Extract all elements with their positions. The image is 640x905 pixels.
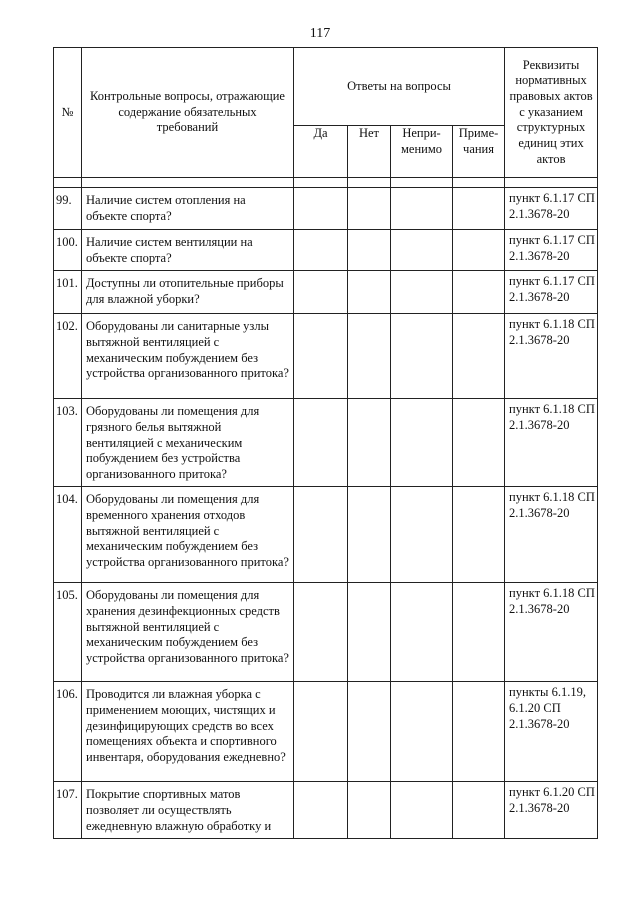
answer-not-applicable-cell[interactable] (391, 487, 453, 583)
answer-notes-cell[interactable] (453, 271, 505, 314)
table-row (54, 782, 598, 839)
answer-yes-cell[interactable] (294, 399, 348, 487)
checklist-table (53, 47, 598, 839)
row-reference: пункт 6.1.20 СП 2.1.3678-20 (505, 782, 598, 839)
row-reference: пункт 6.1.18 СП 2.1.3678-20 (505, 399, 598, 487)
answer-not-applicable-cell[interactable] (391, 583, 453, 682)
answer-yes-cell[interactable] (294, 782, 348, 839)
row-question: Наличие систем отопления на объекте спорта? (82, 188, 294, 230)
answer-not-applicable-cell[interactable] (391, 682, 453, 782)
row-number: 100. (54, 230, 82, 271)
header-questions: Контрольные вопросы, отражающие содержание обязательных требований (82, 48, 294, 178)
table-row (54, 487, 598, 583)
row-question: Оборудованы ли помещения для грязного белья вытяжной вентиляцией с механическим побуждением без устройства организованного притока? (82, 399, 294, 487)
answer-no-cell[interactable] (348, 682, 391, 782)
answer-notes-cell[interactable] (453, 314, 505, 399)
answer-no-cell[interactable] (348, 782, 391, 839)
row-question: Оборудованы ли санитарные узлы вытяжной вентиляцией с механическим побуждением без устройства организованного притока? (82, 314, 294, 399)
answer-no-cell[interactable] (348, 583, 391, 682)
answer-notes-cell[interactable] (453, 399, 505, 487)
row-number: 103. (54, 399, 82, 487)
answer-no-cell[interactable] (348, 399, 391, 487)
header-yes: Да (294, 126, 348, 178)
table-body (54, 178, 598, 839)
answer-notes-cell[interactable] (453, 188, 505, 230)
answer-notes-cell[interactable] (453, 230, 505, 271)
table-row (54, 399, 598, 487)
answer-not-applicable-cell[interactable] (391, 230, 453, 271)
answer-notes-cell[interactable] (453, 782, 505, 839)
row-question: Оборудованы ли помещения для хранения дезинфекционных средств вытяжной вентиляцией с механическим побуждением без устройства организованного притока? (82, 583, 294, 682)
header-no: Нет (348, 126, 391, 178)
row-question: Доступны ли отопительные приборы для влажной уборки? (82, 271, 294, 314)
row-number: 106. (54, 682, 82, 782)
answer-no-cell[interactable] (348, 188, 391, 230)
row-reference: пункт 6.1.18 СП 2.1.3678-20 (505, 583, 598, 682)
table-row (54, 188, 598, 230)
table-spacer-row (54, 178, 598, 188)
answer-yes-cell[interactable] (294, 583, 348, 682)
answer-not-applicable-cell[interactable] (391, 314, 453, 399)
row-number: 99. (54, 188, 82, 230)
answer-no-cell[interactable] (348, 487, 391, 583)
table-row (54, 271, 598, 314)
row-question: Покрытие спортивных матов позволяет ли осуществлять ежедневную влажную обработку и (82, 782, 294, 839)
table-row (54, 230, 598, 271)
answer-not-applicable-cell[interactable] (391, 188, 453, 230)
table-header (54, 48, 598, 178)
table-row (54, 314, 598, 399)
row-reference: пункт 6.1.17 СП 2.1.3678-20 (505, 188, 598, 230)
answer-not-applicable-cell[interactable] (391, 782, 453, 839)
row-question: Наличие систем вентиляции на объекте спорта? (82, 230, 294, 271)
row-question: Оборудованы ли помещения для временного хранения отходов вытяжной вентиляцией с механическим побуждением без устройства организованного притока? (82, 487, 294, 583)
row-number: 101. (54, 271, 82, 314)
answer-notes-cell[interactable] (453, 682, 505, 782)
answer-yes-cell[interactable] (294, 271, 348, 314)
table-row (54, 583, 598, 682)
answer-yes-cell[interactable] (294, 314, 348, 399)
row-number: 105. (54, 583, 82, 682)
answer-notes-cell[interactable] (453, 583, 505, 682)
row-question: Проводится ли влажная уборка с применением моющих, чистящих и дезинфицирующих средств во всех помещениях объекта и спортивного инвентаря, оборудования ежедневно? (82, 682, 294, 782)
row-reference: пункт 6.1.18 СП 2.1.3678-20 (505, 487, 598, 583)
row-number: 102. (54, 314, 82, 399)
row-number: 104. (54, 487, 82, 583)
header-answers: Ответы на вопросы (294, 48, 505, 126)
page-number: 117 (309, 26, 331, 41)
answer-not-applicable-cell[interactable] (391, 399, 453, 487)
row-reference: пункты 6.1.19, 6.1.20 СП 2.1.3678-20 (505, 682, 598, 782)
table-row (54, 682, 598, 782)
row-reference: пункт 6.1.18 СП 2.1.3678-20 (505, 314, 598, 399)
answer-no-cell[interactable] (348, 271, 391, 314)
header-num: № (54, 48, 82, 178)
header-notes: Приме- чания (453, 126, 505, 178)
answer-notes-cell[interactable] (453, 487, 505, 583)
row-reference: пункт 6.1.17 СП 2.1.3678-20 (505, 271, 598, 314)
answer-not-applicable-cell[interactable] (391, 271, 453, 314)
answer-yes-cell[interactable] (294, 188, 348, 230)
answer-yes-cell[interactable] (294, 230, 348, 271)
answer-no-cell[interactable] (348, 314, 391, 399)
row-number: 107. (54, 782, 82, 839)
header-requisites: Реквизиты нормативных правовых актов с указанием структурных единиц этих актов (505, 48, 598, 178)
row-reference: пункт 6.1.17 СП 2.1.3678-20 (505, 230, 598, 271)
answer-no-cell[interactable] (348, 230, 391, 271)
answer-yes-cell[interactable] (294, 682, 348, 782)
answer-yes-cell[interactable] (294, 487, 348, 583)
header-not-applicable: Непри- менимо (391, 126, 453, 178)
